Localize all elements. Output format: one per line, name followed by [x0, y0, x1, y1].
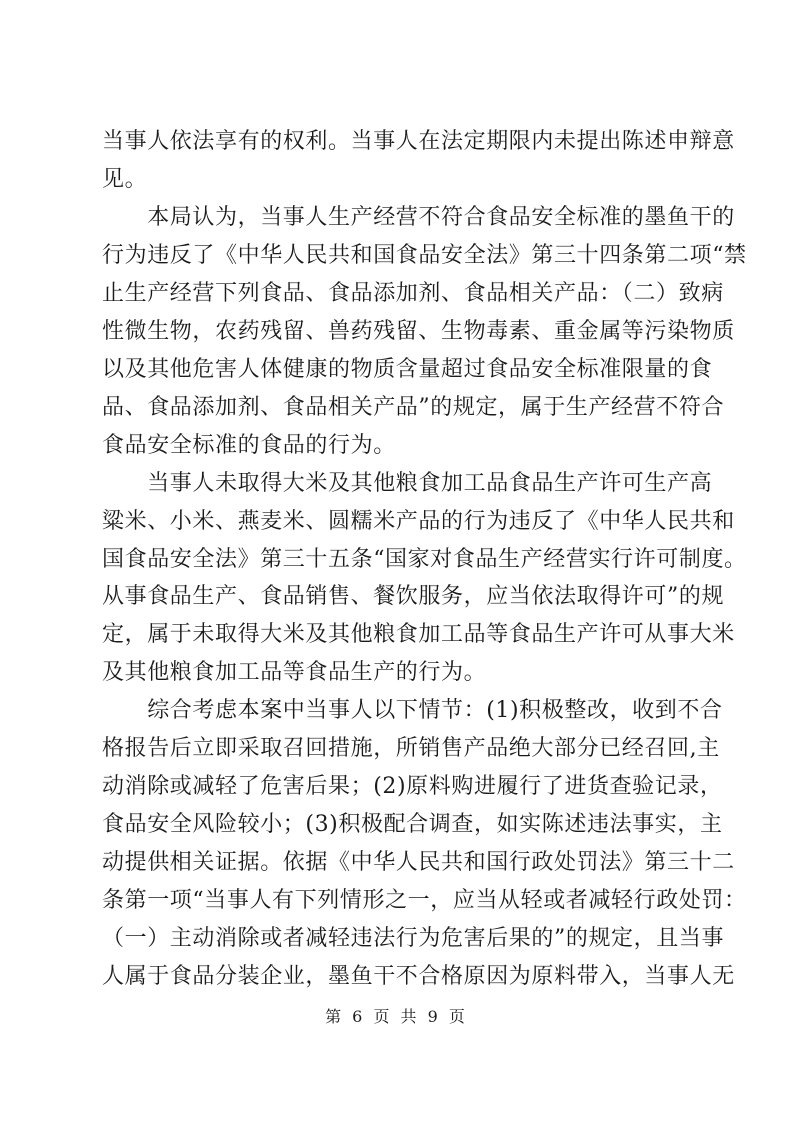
text-line: 人属于食品分装企业，墨鱼干不合格原因为原料带入，当事人无 — [102, 964, 735, 989]
text-line: 止生产经营下列食品、食品添加剂、食品相关产品：（二）致病 — [102, 281, 724, 306]
text-line: 动消除或减轻了危害后果；(2)原料购进履行了进货查验记录， — [102, 774, 723, 799]
text-line: 定，属于未取得大米及其他粮食加工品等食品生产许可从事大米 — [102, 622, 735, 647]
text-line: 及其他粮食加工品等食品生产的行为。 — [102, 660, 487, 685]
text-line: 性微生物，农药残留、兽药残留、生物毒素、重金属等污染物质 — [102, 319, 735, 344]
text-line: （一）主动消除或者减轻违法行为危害后果的”的规定，且当事 — [102, 926, 725, 951]
text-line: 食品安全标准的食品的行为。 — [102, 433, 396, 458]
text-line: 行为违反了《中华人民共和国食品安全法》第三十四条第二项“禁 — [102, 243, 747, 268]
text-line: 格报告后立即采取召回措施，所销售产品绝大部分已经召回,主 — [102, 736, 720, 761]
text-line: 食品安全风险较小；(3)积极配合调查，如实陈述违法事实，主 — [102, 812, 723, 837]
text-line: 当事人未取得大米及其他粮食加工品食品生产许可生产高 — [102, 471, 713, 496]
text-line: 品、食品添加剂、食品相关产品”的规定，属于生产经营不符合 — [102, 395, 725, 420]
text-line: 以及其他危害人体健康的物质含量超过食品安全标准限量的食 — [102, 357, 713, 382]
text-line: 从事食品生产、食品销售、餐饮服务，应当依法取得许可”的规 — [102, 584, 725, 609]
text-line: 本局认为，当事人生产经营不符合食品安全标准的墨鱼干的 — [102, 205, 735, 230]
text-line: 综合考虑本案中当事人以下情节：(1)积极整改，收到不合 — [102, 698, 723, 723]
text-line: 条第一项“当事人有下列情形之一，应当从轻或者减轻行政处罚： — [102, 888, 747, 913]
text-line: 国食品安全法》第三十五条“国家对食品生产经营实行许可制度。 — [102, 547, 747, 572]
text-line: 粱米、小米、燕麦米、圆糯米产品的行为违反了《中华人民共和 — [102, 509, 735, 534]
text-line: 当事人依法享有的权利。当事人在法定期限内未提出陈述申辩意 — [102, 129, 735, 154]
text-line: 动提供相关证据。依据《中华人民共和国行政处罚法》第三十二 — [102, 850, 735, 875]
page-number-footer: 第 6 页 共 9 页 — [325, 1007, 468, 1026]
text-line: 见。 — [102, 167, 148, 192]
